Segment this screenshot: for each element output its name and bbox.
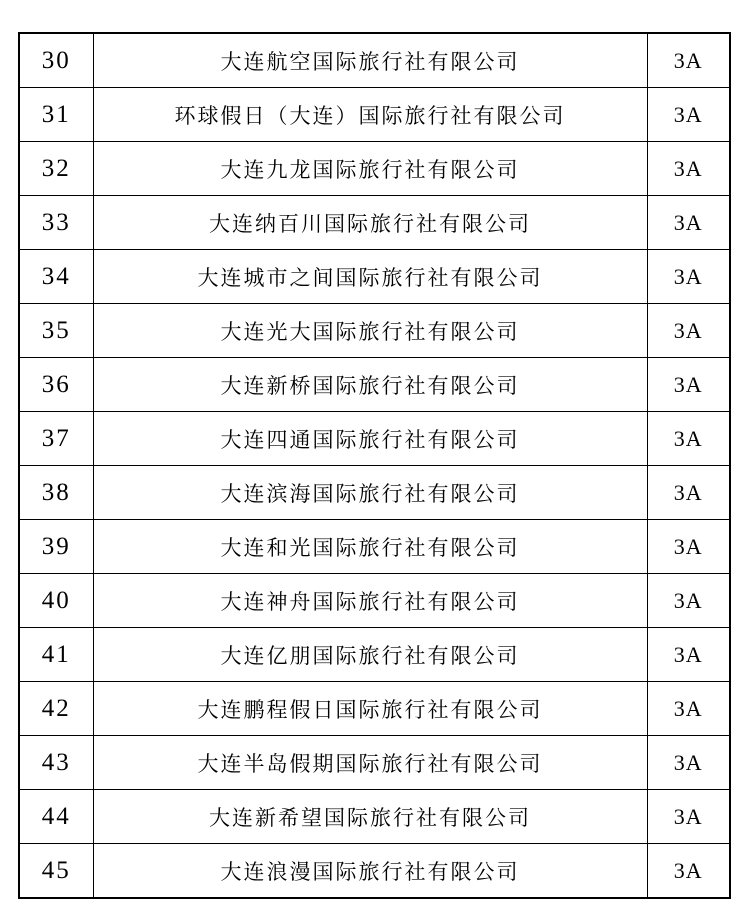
table-body: [19, 33, 730, 898]
rating-cell: 3A: [647, 412, 730, 466]
rating-cell: 3A: [647, 520, 730, 574]
table-row: [19, 628, 730, 682]
row-number-cell: 41: [19, 628, 93, 682]
agency-name-cell: 环球假日（大连）国际旅行社有限公司: [93, 88, 647, 142]
agency-name-cell: 大连四通国际旅行社有限公司: [93, 412, 647, 466]
row-number-cell: 37: [19, 412, 93, 466]
row-number-cell: 30: [19, 33, 93, 88]
agency-name-cell: 大连神舟国际旅行社有限公司: [93, 574, 647, 628]
rating-cell: 3A: [647, 304, 730, 358]
row-number-cell: 38: [19, 466, 93, 520]
agency-name-cell: 大连纳百川国际旅行社有限公司: [93, 196, 647, 250]
rating-cell: 3A: [647, 466, 730, 520]
table-row: [19, 466, 730, 520]
row-number-cell: 45: [19, 844, 93, 899]
rating-cell: 3A: [647, 250, 730, 304]
rating-cell: 3A: [647, 736, 730, 790]
rating-cell: 3A: [647, 196, 730, 250]
row-number-cell: 44: [19, 790, 93, 844]
table-row: [19, 33, 730, 88]
row-number-cell: 34: [19, 250, 93, 304]
table-row: [19, 358, 730, 412]
rating-cell: 3A: [647, 88, 730, 142]
row-number-cell: 42: [19, 682, 93, 736]
table-row: [19, 196, 730, 250]
table-row: [19, 790, 730, 844]
agency-name-cell: 大连鹏程假日国际旅行社有限公司: [93, 682, 647, 736]
table-row: [19, 736, 730, 790]
rating-cell: 3A: [647, 790, 730, 844]
table-row: [19, 682, 730, 736]
table-row: [19, 142, 730, 196]
table-row: [19, 250, 730, 304]
agency-name-cell: 大连亿朋国际旅行社有限公司: [93, 628, 647, 682]
table-row: [19, 574, 730, 628]
table-row: [19, 520, 730, 574]
rating-cell: 3A: [647, 844, 730, 899]
agency-name-cell: 大连新桥国际旅行社有限公司: [93, 358, 647, 412]
rating-cell: 3A: [647, 628, 730, 682]
row-number-cell: 32: [19, 142, 93, 196]
agency-name-cell: 大连新希望国际旅行社有限公司: [93, 790, 647, 844]
agency-name-cell: 大连浪漫国际旅行社有限公司: [93, 844, 647, 899]
agency-name-cell: 大连城市之间国际旅行社有限公司: [93, 250, 647, 304]
document-page: [18, 32, 731, 899]
row-number-cell: 36: [19, 358, 93, 412]
agency-name-cell: 大连九龙国际旅行社有限公司: [93, 142, 647, 196]
row-number-cell: 33: [19, 196, 93, 250]
row-number-cell: 39: [19, 520, 93, 574]
rating-cell: 3A: [647, 682, 730, 736]
agency-name-cell: 大连航空国际旅行社有限公司: [93, 33, 647, 88]
agency-name-cell: 大连和光国际旅行社有限公司: [93, 520, 647, 574]
row-number-cell: 40: [19, 574, 93, 628]
agency-name-cell: 大连滨海国际旅行社有限公司: [93, 466, 647, 520]
table-row: [19, 304, 730, 358]
row-number-cell: 31: [19, 88, 93, 142]
table-row: [19, 88, 730, 142]
row-number-cell: 43: [19, 736, 93, 790]
agency-name-cell: 大连光大国际旅行社有限公司: [93, 304, 647, 358]
travel-agency-rating-table: [18, 32, 731, 899]
rating-cell: 3A: [647, 574, 730, 628]
rating-cell: 3A: [647, 358, 730, 412]
rating-cell: 3A: [647, 33, 730, 88]
rating-cell: 3A: [647, 142, 730, 196]
agency-name-cell: 大连半岛假期国际旅行社有限公司: [93, 736, 647, 790]
table-row: [19, 844, 730, 899]
row-number-cell: 35: [19, 304, 93, 358]
table-row: [19, 412, 730, 466]
